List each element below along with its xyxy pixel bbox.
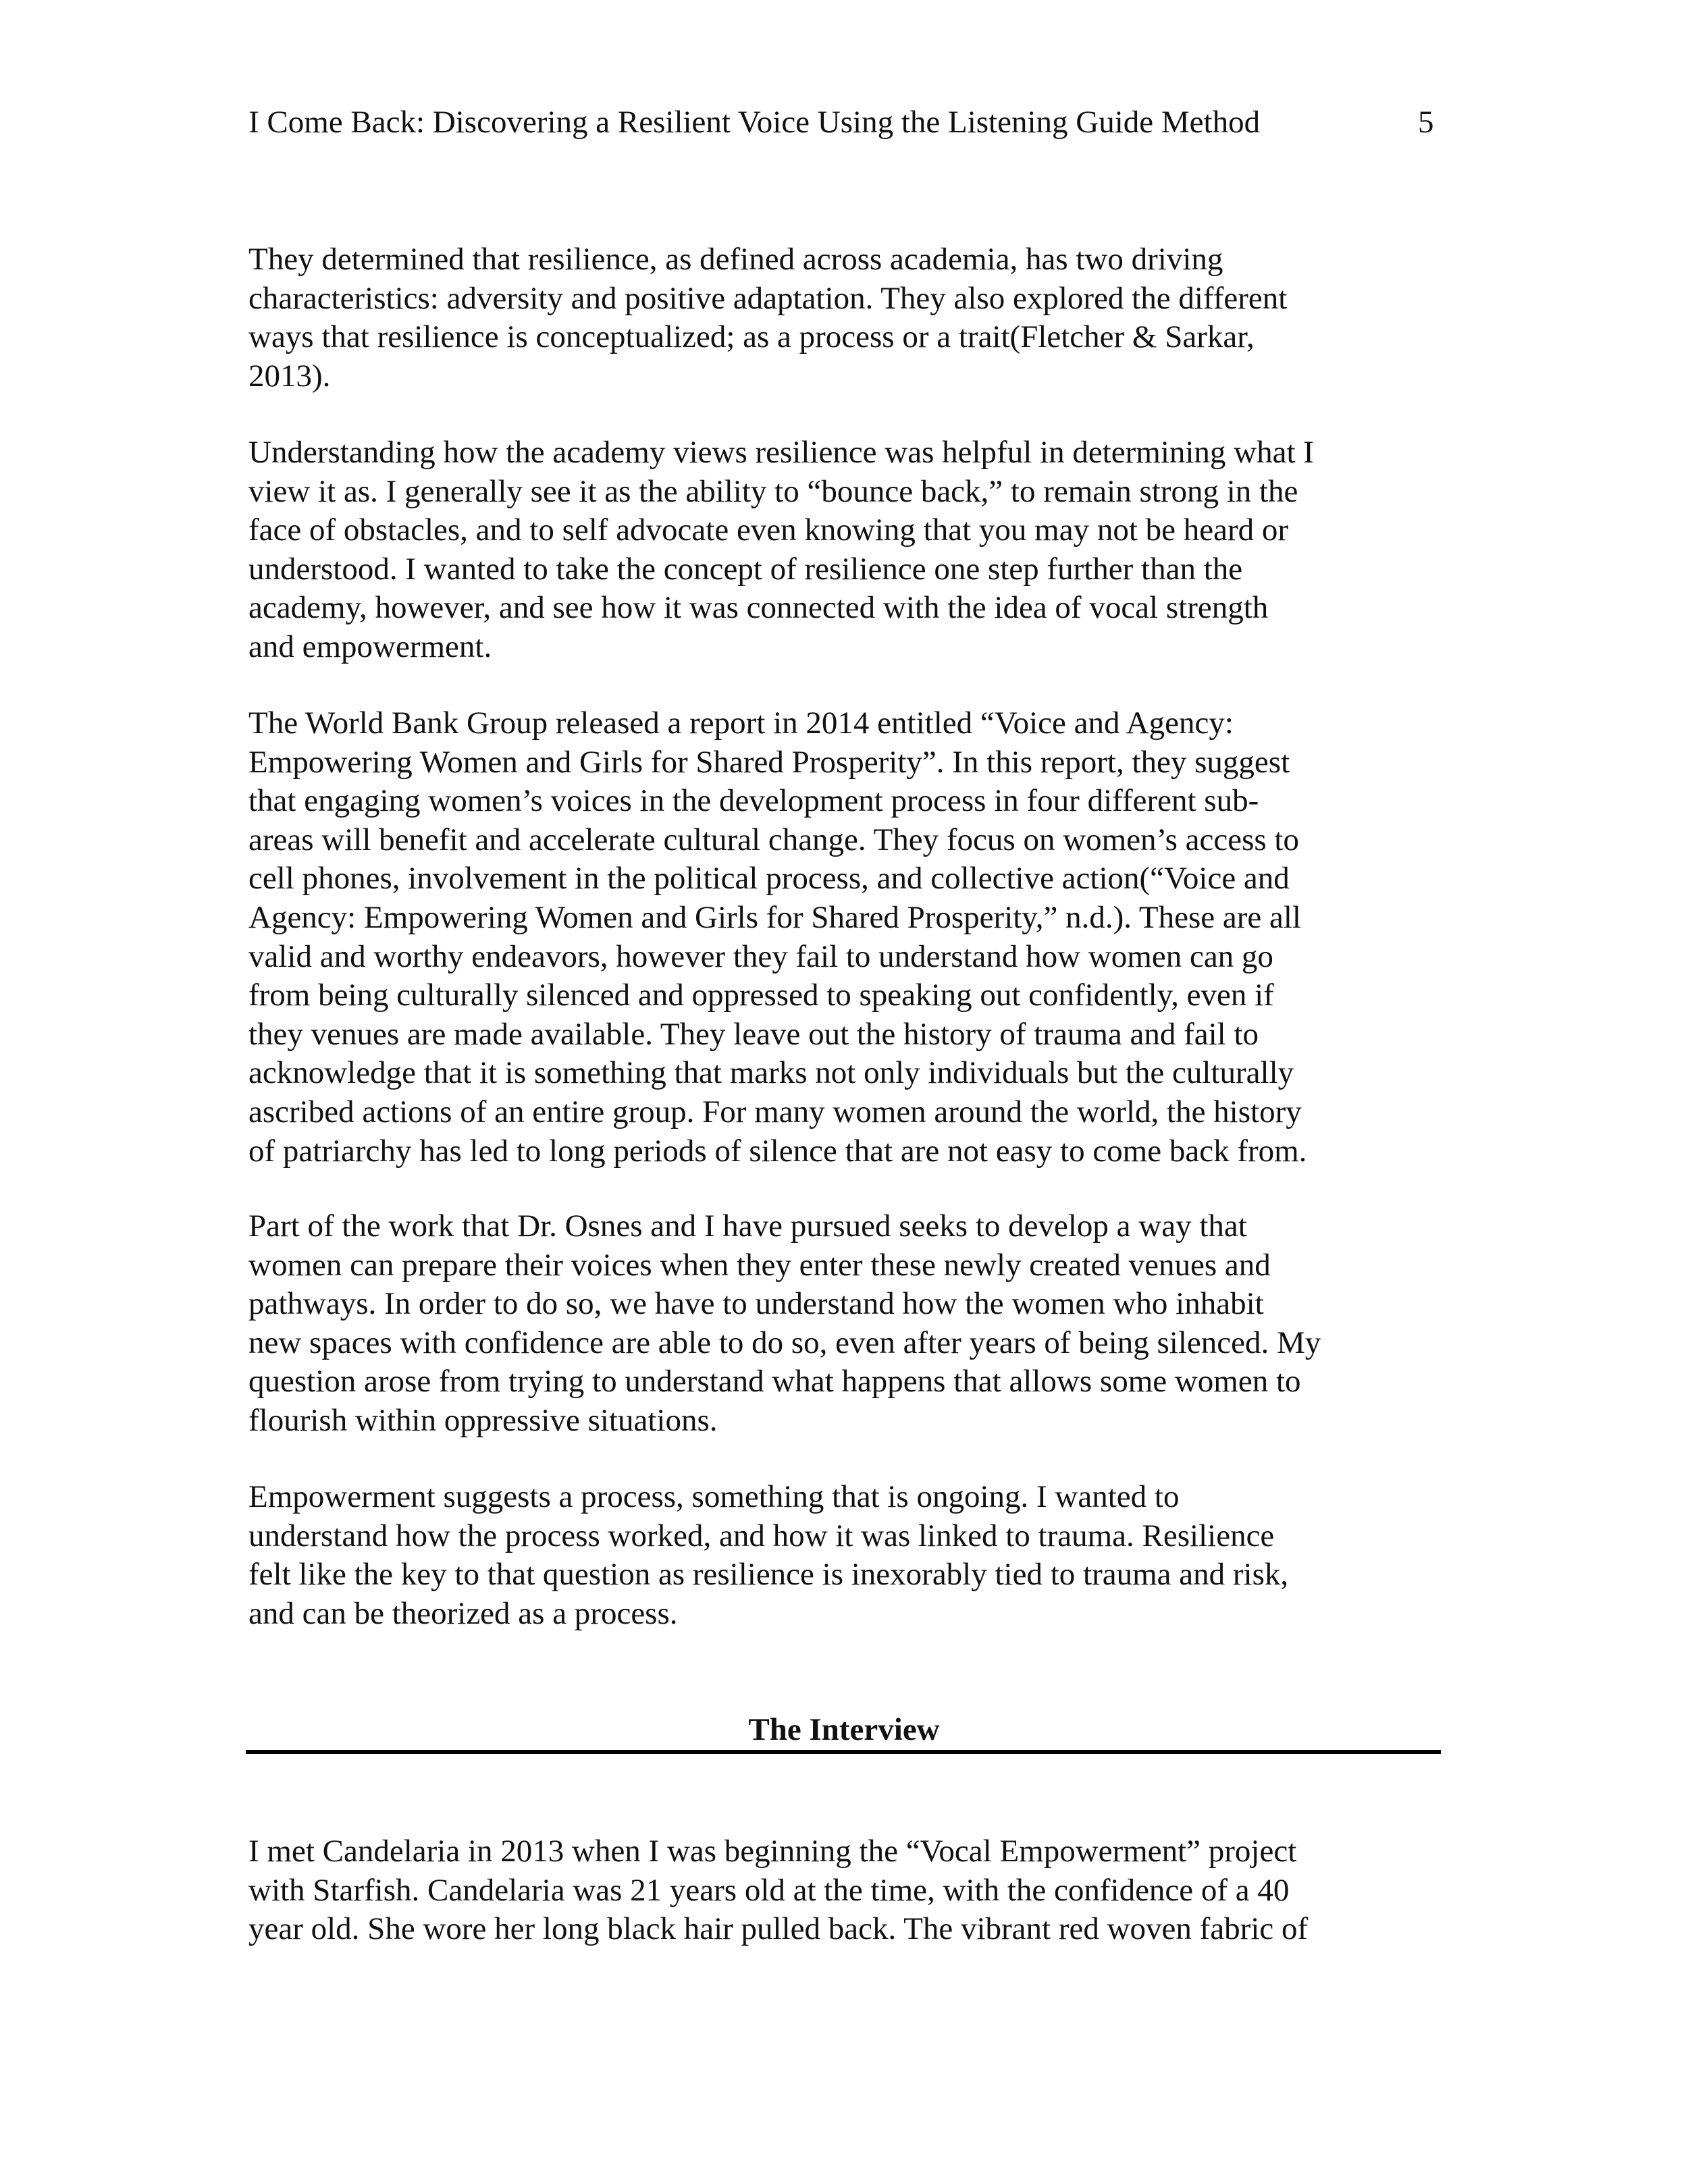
- text-line: 2013).: [248, 358, 331, 394]
- text-line: of patriarchy has led to long periods of silence that are not easy to come back from.: [248, 1133, 1307, 1169]
- paragraph-world-bank: [248, 704, 1307, 1171]
- text-line: ways that resilience is conceptualized; as a process or a trait(Fletcher & Sarkar,: [248, 319, 1255, 355]
- text-line: felt like the key to that question as resilience is inexorably tied to trauma and risk,: [248, 1557, 1289, 1593]
- text-line: characteristics: adversity and positive adaptation. They also explored the different: [248, 280, 1288, 316]
- text-line: women can prepare their voices when they enter these newly created venues and: [248, 1247, 1271, 1283]
- paragraph-academy-view: [248, 433, 1314, 667]
- paragraph-resilience-definition: [248, 240, 1287, 396]
- text-line: areas will benefit and accelerate cultural change. They focus on women’s access to: [248, 822, 1299, 857]
- text-line: year old. She wore her long black hair pulled back. The vibrant red woven fabric of: [248, 1911, 1309, 1947]
- text-line: new spaces with confidence are able to do so, even after years of being silenced. My: [248, 1325, 1321, 1360]
- text-line: and empowerment.: [248, 629, 492, 664]
- section-divider: [246, 1750, 1441, 1754]
- paragraph-interview: [248, 1832, 1308, 1949]
- text-line: question arose from trying to understand what happens that allows some women to: [248, 1364, 1301, 1400]
- section-heading: The Interview: [748, 1712, 940, 1747]
- text-line: valid and worthy endeavors, however they fail to understand how women can go: [248, 938, 1273, 974]
- text-line: acknowledge that it is something that marks not only individuals but the culturally: [248, 1055, 1294, 1091]
- text-line: The World Bank Group released a report in 2014 entitled “Voice and Agency:: [248, 705, 1234, 741]
- text-line: flourish within oppressive situations.: [248, 1402, 718, 1438]
- text-line: academy, however, and see how it was connected with the idea of vocal strength: [248, 590, 1269, 626]
- text-line: understand how the process worked, and how it was linked to trauma. Resilience: [248, 1518, 1275, 1553]
- running-header: I Come Back: Discovering a Resilient Voice Using the Listening Guide Method: [248, 105, 1261, 140]
- text-line: Understanding how the academy views resilience was helpful in determining what I: [248, 435, 1314, 470]
- text-line: face of obstacles, and to self advocate even knowing that you may not be heard or: [248, 512, 1289, 548]
- text-line: understood. I wanted to take the concept of resilience one step further than the: [248, 551, 1243, 587]
- text-line: pathways. In order to do so, we have to understand how the women who inhabit: [248, 1286, 1264, 1322]
- text-line: they venues are made available. They leave out the history of trauma and fail to: [248, 1016, 1259, 1052]
- text-line: and can be theorized as a process.: [248, 1595, 678, 1631]
- paragraph-osnes-work: [248, 1207, 1321, 1441]
- text-line: that engaging women’s voices in the development process in four different sub-: [248, 783, 1259, 819]
- text-line: I met Candelaria in 2013 when I was beginning the “Vocal Empowerment” project: [248, 1834, 1297, 1869]
- text-line: They determined that resilience, as defined across academia, has two driving: [248, 242, 1223, 277]
- text-line: view it as. I generally see it as the ability to “bounce back,” to remain strong in the: [248, 473, 1298, 509]
- text-line: Agency: Empowering Women and Girls for Shared Prosperity,” n.d.). These are all: [248, 899, 1301, 935]
- text-line: Empowering Women and Girls for Shared Prosperity”. In this report, they suggest: [248, 744, 1290, 780]
- text-line: ascribed actions of an entire group. For many women around the world, the history: [248, 1094, 1302, 1129]
- text-line: Empowerment suggests a process, something that is ongoing. I wanted to: [248, 1479, 1180, 1514]
- page-number: 5: [1418, 105, 1434, 140]
- text-line: from being culturally silenced and oppressed to speaking out confidently, even if: [248, 978, 1274, 1013]
- text-line: with Starfish. Candelaria was 21 years old at the time, with the confidence of a 40: [248, 1872, 1290, 1908]
- text-line: cell phones, involvement in the political process, and collective action(“Voice and: [248, 861, 1290, 897]
- text-line: Part of the work that Dr. Osnes and I have pursued seeks to develop a way that: [248, 1208, 1247, 1244]
- paragraph-empowerment: [248, 1478, 1288, 1633]
